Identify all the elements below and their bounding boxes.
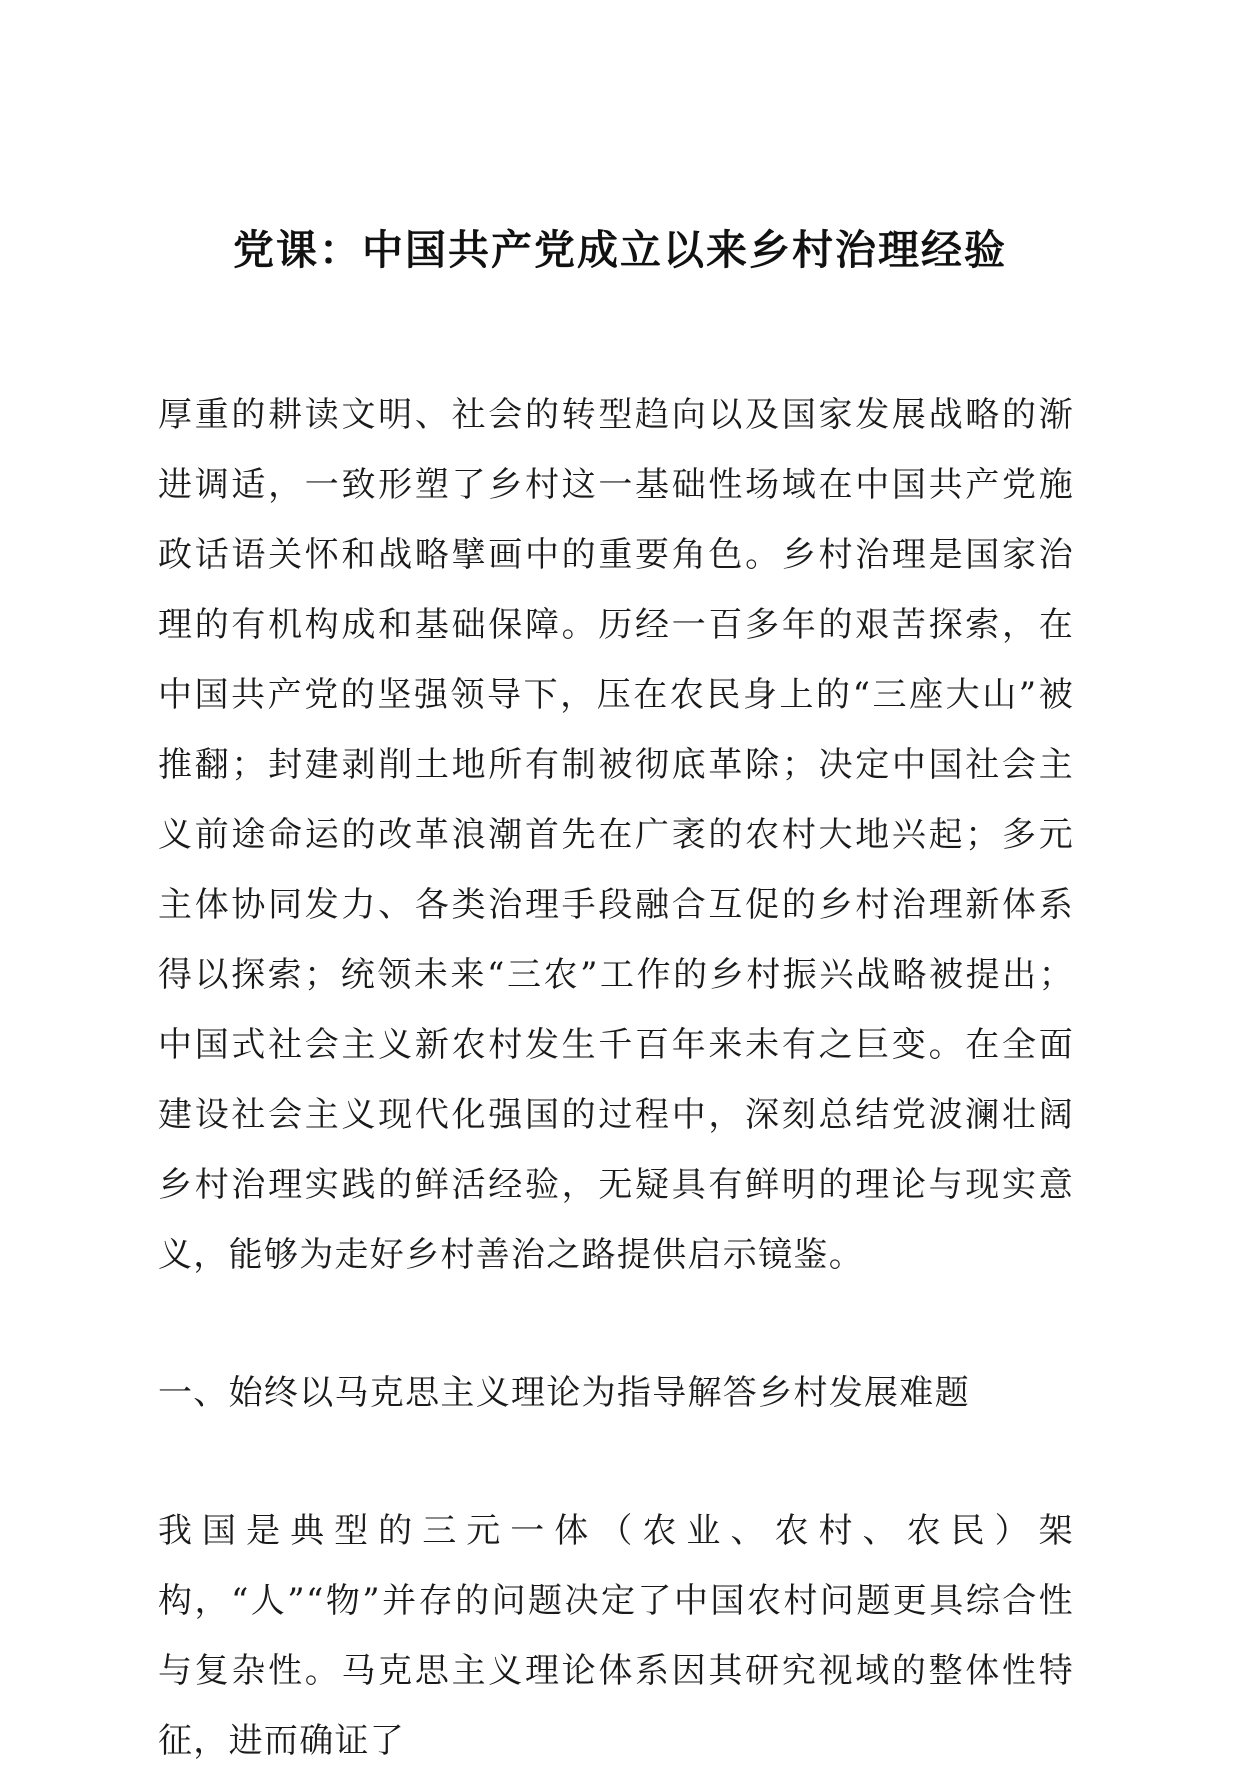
document-body <box>158 380 1074 1776</box>
section-paragraph: 我国是典型的三元一体（农业、农村、农民）架构，“人”“物”并存的问题决定了中国农村问题更具综合性与复杂性。马克思主义理论体系因其研究视域的整体性特征，进而确证了 <box>158 1511 1074 1761</box>
section-heading: 一、始终以马克思主义理论为指导解答乡村发展难题 <box>158 1373 970 1413</box>
intro-paragraph: 厚重的耕读文明、社会的转型趋向以及国家发展战略的渐进调适，一致形塑了乡村这一基础性场域在中国共产党施政话语关怀和战略擘画中的重要角色。乡村治理是国家治理的有机构成和基础保障。历经一百多年的艰苦探索，在中国共产党的坚强领导下，压在农民身上的“三座大山”被推翻；封建剥削土地所有制被彻底革除；决定中国社会主义前途命运的改革浪潮首先在广袤的农村大地兴起；多元主体协同发力、各类治理手段融合互促的乡村治理新体系得以探索；统领未来“三农”工作的乡村振兴战略被提出；中国式社会主义新农村发生千百年来未有之巨变。在全面建设社会主义现代化强国的过程中，深刻总结党波澜壮阔乡村治理实践的鲜活经验，无疑具有鲜明的理论与现实意义，能够为走好乡村善治之路提供启示镜鉴。 <box>158 395 1074 1275</box>
document-title: 党课：中国共产党成立以来乡村治理经验 <box>233 226 1007 274</box>
